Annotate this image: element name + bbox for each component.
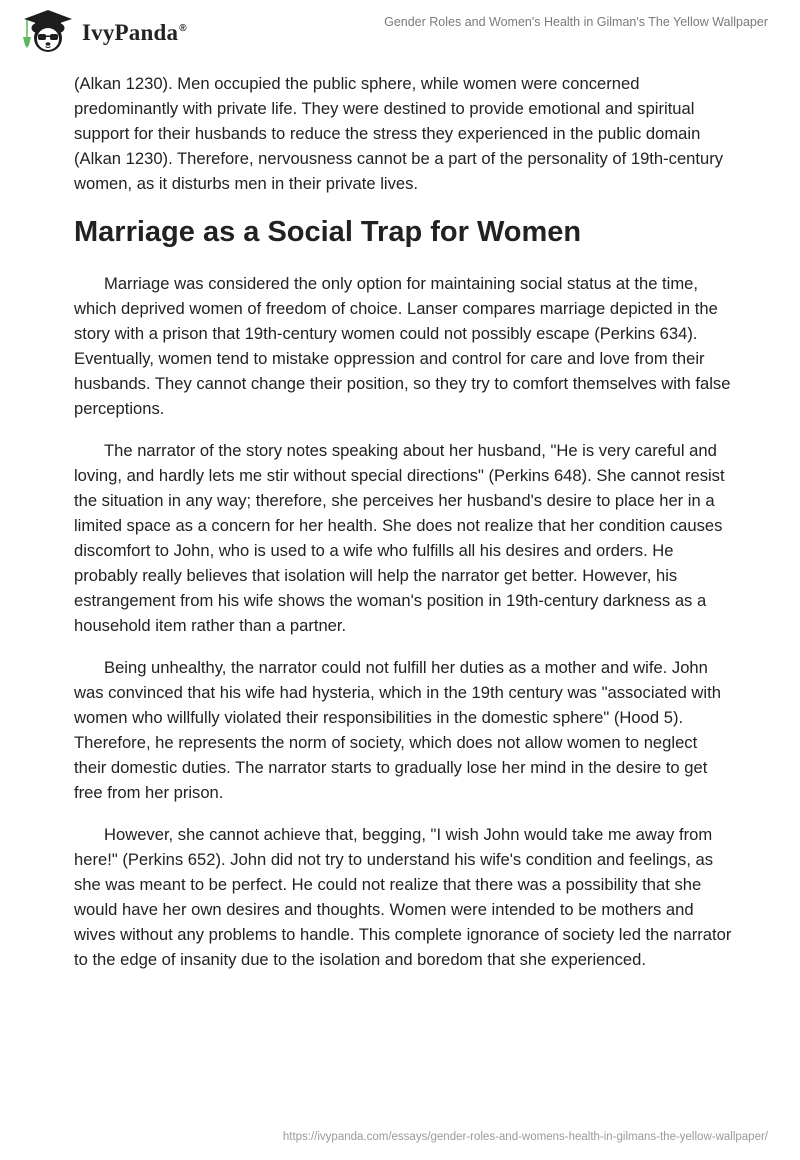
ivypanda-logo[interactable] bbox=[16, 7, 187, 55]
page-header bbox=[0, 0, 800, 60]
section-heading: Marriage as a Social Trap for Women bbox=[74, 216, 582, 248]
article-body bbox=[74, 71, 734, 989]
paragraph: Being unhealthy, the narrator could not fulfill her duties as a mother and wife. John was convinced that his wife had hysteria, which in the 19th century was "associated with women who willfully violated their responsibilities in the domestic sphere" (Hood 5). Therefore, he represents the norm of society, which does not allow women to neglect their domestic duties. The narrator starts to gradually lose her mind in the desire to get free from her prison. bbox=[74, 658, 721, 802]
document-title: Gender Roles and Women's Health in Gilman's The Yellow Wallpaper bbox=[384, 15, 768, 29]
paragraph: The narrator of the story notes speaking about her husband, "He is very careful and loving, and hardly lets me stir without special directions" (Perkins 648). She cannot resist the situation in any way; therefore, she perceives her husband's desire to place her in a limited space as a concern for her health. She does not realize that her condition causes discomfort to John, who is used to a wife who fulfills all his desires and orders. He probably really believes that isolation will help the narrator get better. However, his estrangement from his wife shows the woman's position in 19th-century darkness as a household item rather than a partner. bbox=[74, 441, 725, 635]
logo-text: IvyPanda® bbox=[82, 20, 187, 45]
source-url-link[interactable]: https://ivypanda.com/essays/gender-roles-and-womens-health-in-gilmans-the-yellow-wallpaper/ bbox=[282, 1131, 768, 1143]
intro-paragraph: (Alkan 1230). Men occupied the public sphere, while women were concerned predominantly with private life. They were destined to provide emotional and spiritual support for their husbands to reduce the stress they experienced in the public domain (Alkan 1230). Therefore, nervousness cannot be a part of the personality of 19th-century women, as it disturbs men in their private lives. bbox=[74, 74, 724, 193]
paragraph: However, she cannot achieve that, begging, "I wish John would take me away from here!" (Perkins 652). John did not try to understand his wife's condition and feelings, as she was meant to be perfect. He could not realize that there was a possibility that she would have her own desires and thoughts. Women were intended to be mothers and wives without any problems to handle. This complete ignorance of society led the narrator to the edge of insanity due to the isolation and boredom that she experienced. bbox=[74, 825, 732, 969]
paragraph: Marriage was considered the only option for maintaining social status at the time, which deprived women of freedom of choice. Lanser compares marriage depicted in the story with a prison that 19th-century women could not possibly escape (Perkins 634). Eventually, women tend to mistake oppression and control for care and love from their husbands. They cannot change their position, so they try to comfort themselves with false perceptions. bbox=[74, 274, 731, 418]
panda-graduate-icon bbox=[16, 7, 76, 55]
registered-mark: ® bbox=[179, 23, 187, 35]
